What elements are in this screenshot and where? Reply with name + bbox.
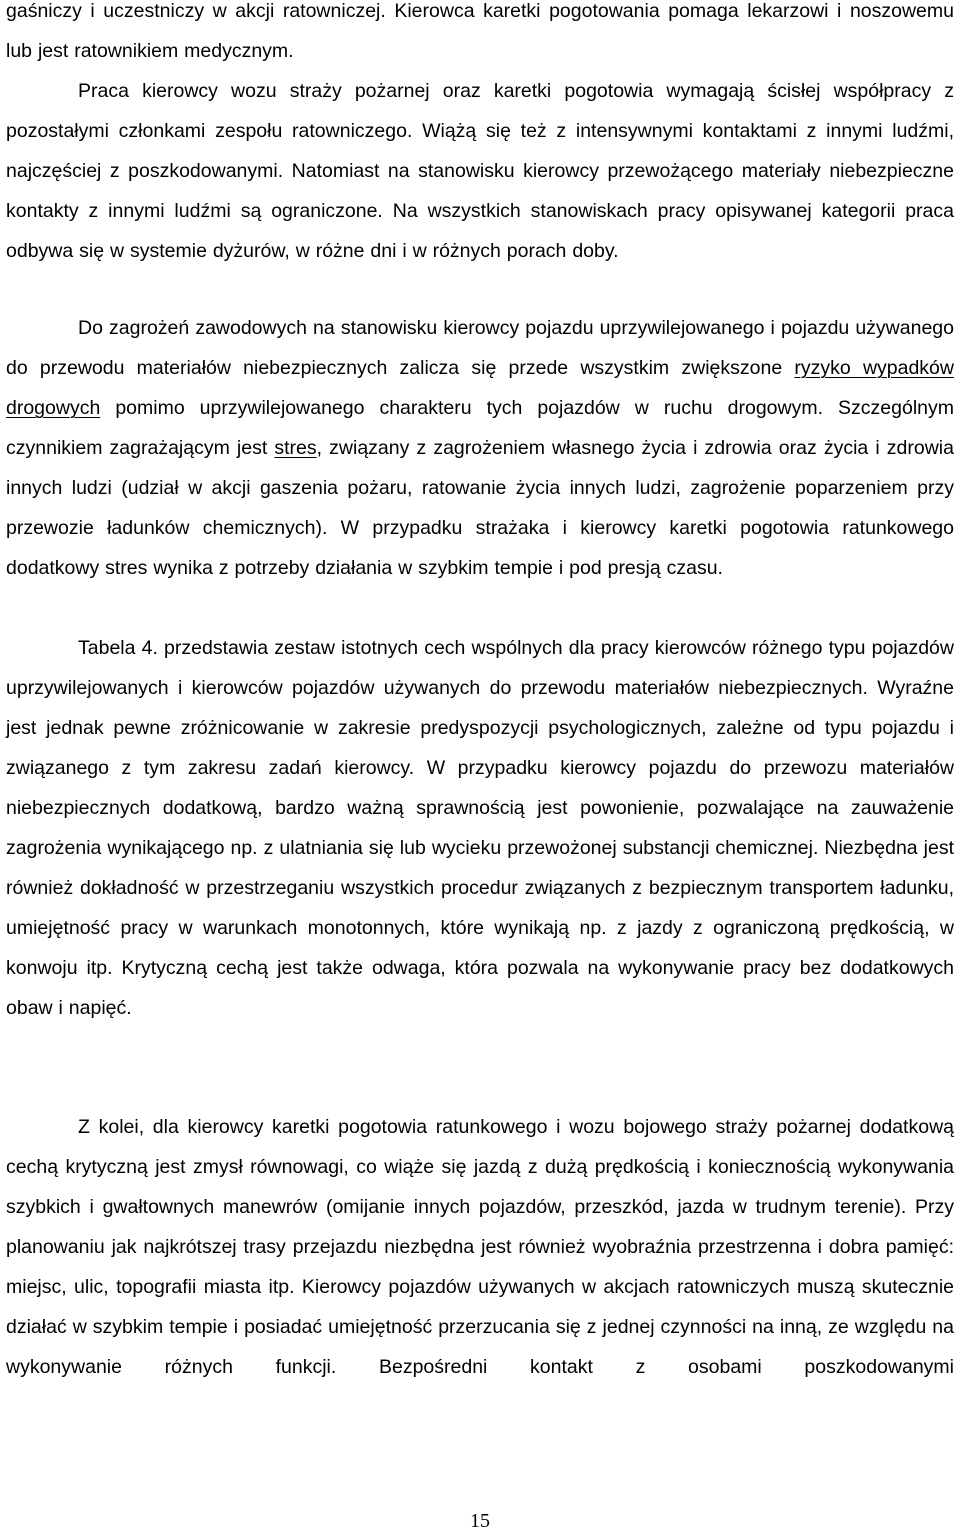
- paragraph-2-text-c: , związany z zagrożeniem własnego życia i zdrowia oraz życia i zdrowia innych ludzi (udział w akcji gaszenia pożaru, ratowanie życia innych ludzi, zagrożenie poparzeniem przy przewozie ładunków chemicznych). W przypadku strażaka i kierowcy karetki pogotowia ratunkowego dodatkowy stres wynika z potrzeby działania w szybkim tempie i pod presją czasu.: [6, 437, 954, 579]
- paragraph-2: [6, 308, 954, 588]
- paragraph-1: [6, 0, 954, 271]
- paragraph-2-text-b: pomimo uprzywilejowanego charakteru tych pojazdów w ruchu drogowym. Szczególnym czynnikiem zagrażającym jest: [6, 397, 954, 459]
- paragraph-3-text: Tabela 4. przedstawia zestaw istotnych cech wspólnych dla pracy kierowców różnego typu pojazdów uprzywilejowanych i kierowców pojazdów używanych do przewodu materiałów niebezpiecznych. Wyraźne jest jednak pewne zróżnicowanie w zakresie predyspozycji psychologicznych, zależne od typu pojazdu i związanego z tym zakresu zadań kierowcy. W przypadku kierowcy pojazdu do przewozu materiałów niebezpiecznych dodatkową, bardzo ważną sprawnością jest powonienie, pozwalające na zauważenie zagrożenia wynikającego np. z ulatniania się lub wycieku przewożonej substancji chemicznej. Niezbędna jest również dokładność w przestrzeganiu wszystkich procedur związanych z bezpiecznym transportem ładunku, umiejętność pracy w warunkach monotonnych, które wynikają np. z jazdy z ograniczoną prędkością, w konwoju itp. Krytyczną cechą jest także odwaga, która pozwala na wykonywanie pracy bez dodatkowych obaw i napięć.: [6, 637, 954, 1019]
- underlined-term-stress: stres: [274, 437, 317, 459]
- paragraph-3: [6, 628, 954, 1028]
- underlined-term-road-accidents: ryzyko wypadków drogowych: [6, 357, 954, 419]
- paragraph-1-text-a: gaśniczy i uczestniczy w akcji ratowniczej. Kierowca karetki pogotowania pomaga lekarzowi i noszowemu lub jest ratownikiem medycznym.: [6, 0, 954, 62]
- paragraph-1-text-b: Praca kierowcy wozu straży pożarnej oraz karetki pogotowia wymagają ścisłej współpracy z pozostałymi członkami zespołu ratowniczego. Wiążą się też z intensywnymi kontaktami z innymi ludźmi, najczęściej z poszkodowanymi. Natomiast na stanowisku kierowcy przewożącego materiały niebezpieczne kontakty z innymi ludźmi są ograniczone. Na wszystkich stanowiskach pracy opisywanej kategorii praca odbywa się w systemie dyżurów, w różne dni i w różnych porach doby.: [6, 80, 954, 262]
- paragraph-4: [6, 1107, 954, 1387]
- page-number: 15: [470, 1510, 490, 1532]
- paragraph-4-text: Z kolei, dla kierowcy karetki pogotowia ratunkowego i wozu bojowego straży pożarnej dodatkową cechą krytyczną jest zmysł równowagi, co wiąże się jazdą z dużą prędkością i koniecznością wykonywania szybkich i gwałtownych manewrów (omijanie innych pojazdów, przeszkód, jazda w trudnym terenie). Przy planowaniu jak najkrótszej trasy przejazdu niezbędna jest również wyobraźnia przestrzenna i dobra pamięć: miejsc, ulic, topografii miasta itp. Kierowcy pojazdów używanych w akcjach ratowniczych muszą skutecznie działać w szybkim tempie i posiadać umiejętność przerzucania się z jednej czynności na inną, ze względu na wykonywanie różnych funkcji. Bezpośredni kontakt z osobami poszkodowanymi: [6, 1116, 954, 1378]
- paragraph-2-text-a: Do zagrożeń zawodowych na stanowisku kierowcy pojazdu uprzywilejowanego i pojazdu używanego do przewodu materiałów niebezpiecznych zalicza się przede wszystkim zwiększone: [6, 317, 954, 379]
